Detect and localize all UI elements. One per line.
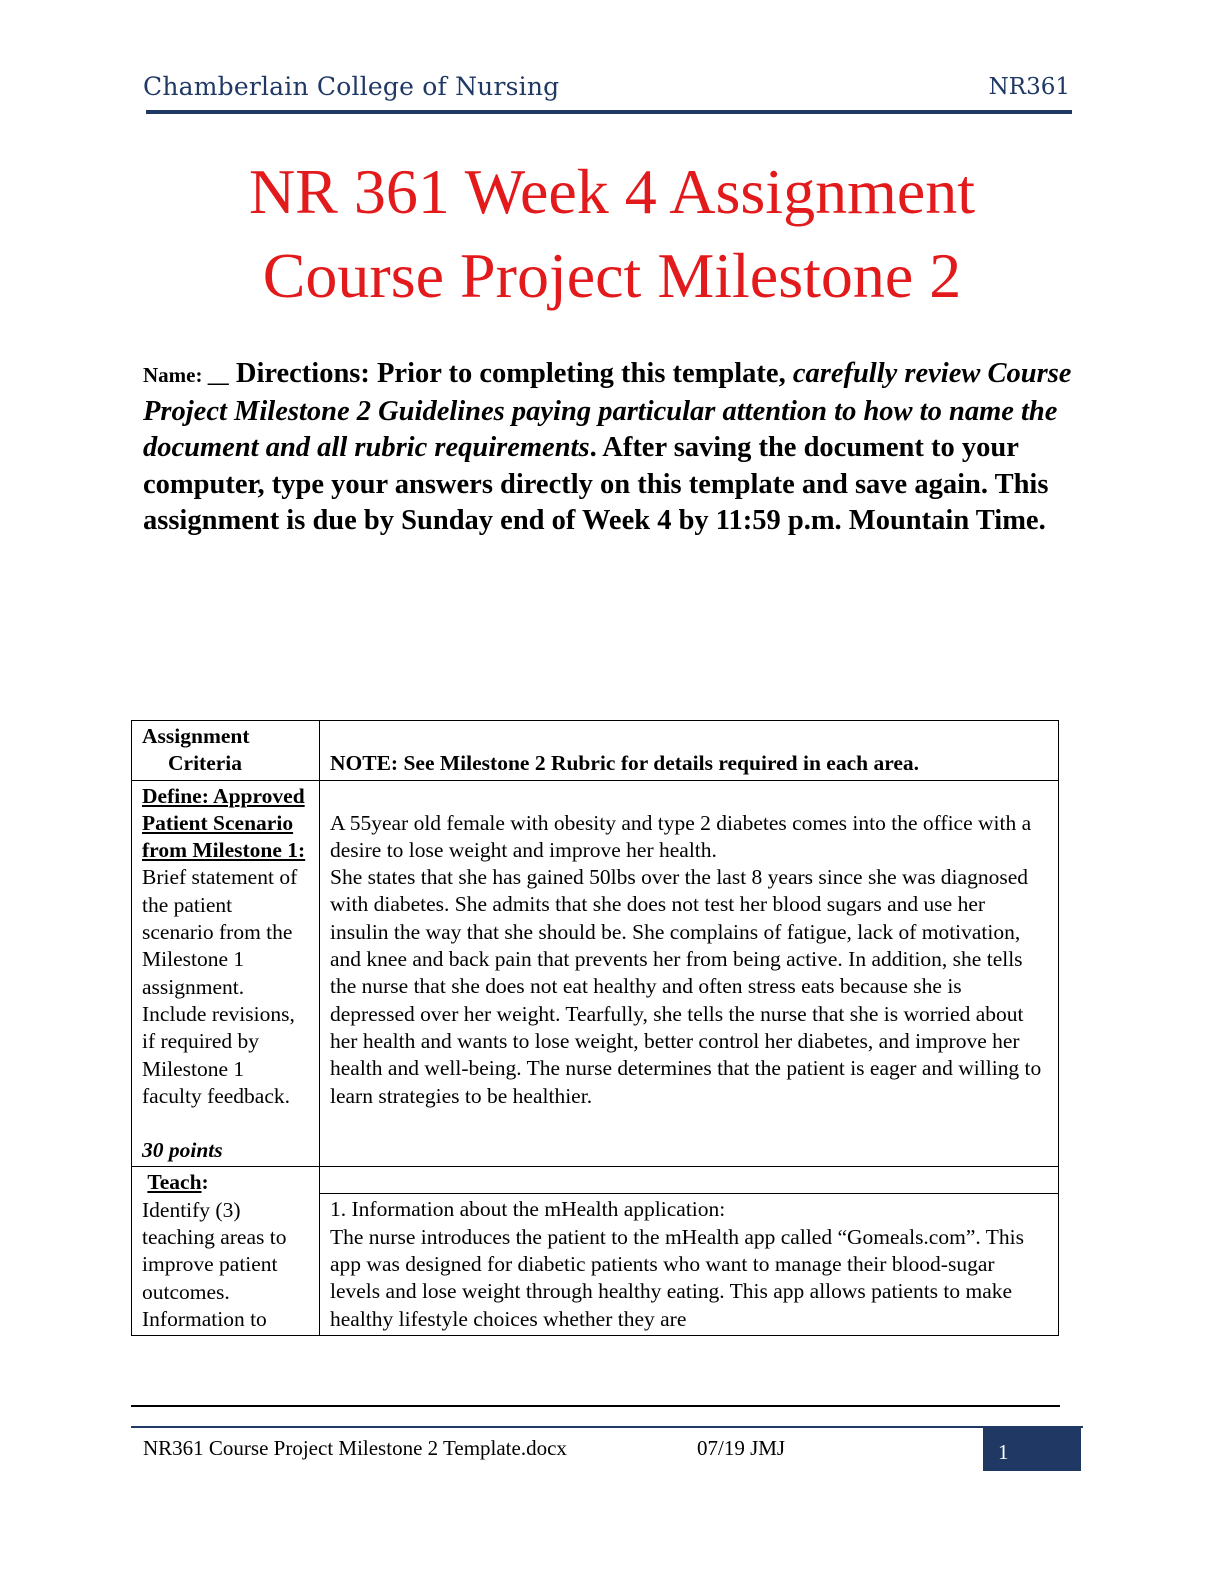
- footer-filename: NR361 Course Project Milestone 2 Template.docx: [143, 1436, 567, 1460]
- directions-italic: carefully review Course Project Milestone 2 Guidelines paying particular attention to how to name the document and all rubric requirements: [143, 358, 1072, 463]
- teach-description: Identify (3) teaching areas to improve patient outcomes. Information to: [142, 1197, 287, 1331]
- define-row: [132, 780, 1059, 1167]
- scenario-paragraph-1: A 55year old female with obesity and type 2 diabetes comes into the office with a desire to lose weight and improve her health.: [330, 810, 1032, 862]
- page-header: [143, 72, 1070, 112]
- footer-version: 07/19 JMJ: [697, 1436, 786, 1460]
- teach-heading-line: [142, 1169, 309, 1196]
- teach-criteria-cell: [132, 1167, 320, 1336]
- title-line-2: Course Project Milestone 2: [262, 240, 962, 311]
- directions-intro: Directions: Prior to completing this template,: [235, 358, 786, 389]
- header-divider: [146, 110, 1072, 114]
- define-points: 30 points: [142, 1138, 223, 1163]
- header-criteria-line1: Assignment: [142, 724, 250, 748]
- institution-name: Chamberlain College of Nursing: [143, 72, 560, 101]
- course-code: NR361: [988, 74, 1070, 100]
- document-title: [0, 150, 1224, 318]
- name-label: Name: __: [143, 363, 229, 387]
- directions-paragraph: [143, 356, 1073, 540]
- page-number: 1: [998, 1440, 1009, 1464]
- define-criteria-cell: [132, 780, 320, 1167]
- table-bottom-border: [131, 1405, 1060, 1407]
- teach-item1-title: 1. Information about the mHealth application:: [330, 1197, 726, 1222]
- header-criteria-cell: [132, 721, 320, 781]
- scenario-paragraph-2: She states that she has gained 50lbs over the last 8 years since she was diagnosed with diabetes. She admits that she does not test her blood sugars and use her insulin the way that she should be. She complains of fatigue, lack of motivation, and knee and back pain that prevents her from being active. In addition, she tells the nurse that she does not eat healthy and often stress eats because she is depressed over her weight. Tearfully, she tells the nurse that she is worried about her health and wants to lose weight, better control her diabetes, and improve her health and well-being. The nurse determines that the patient is eager and willing to learn strategies to be healthier.: [330, 865, 1042, 1108]
- teach-row: [132, 1167, 1059, 1194]
- define-answer-cell[interactable]: [320, 780, 1059, 1167]
- directions-rest: . After saving the document to your computer, type your answers directly on this template and save again. This assignment is due by Sunday end of Week 4 by 11:59 p.m. Mountain Time.: [143, 432, 1049, 536]
- define-spacer: [142, 1110, 309, 1137]
- teach-item1-text: The nurse introduces the patient to the mHealth app called “Gomeals.com”. This app was designed for diabetic patients who want to manage their blood-sugar levels and lose weight through healthy eating. This app allows patients to make healthy lifestyle choices whether they are: [330, 1224, 1024, 1331]
- header-note-cell: NOTE: See Milestone 2 Rubric for details required in each area.: [320, 721, 1059, 781]
- define-answer-spacer: [330, 783, 1048, 810]
- define-heading: Define: Approved Patient Scenario from Milestone 1:: [142, 783, 306, 863]
- table-clip: [0, 720, 1224, 1407]
- table-header-row: [132, 721, 1059, 781]
- teach-heading: Teach: [147, 1170, 202, 1195]
- teach-answer-cell[interactable]: [320, 1194, 1059, 1336]
- define-description: Brief statement of the patient scenario from the Milestone 1 assignment. Include revisions, if required by Milestone 1 faculty feedback.: [142, 865, 298, 1108]
- teach-empty-cell[interactable]: [320, 1167, 1059, 1194]
- header-criteria-line2: Criteria: [168, 751, 243, 776]
- title-line-1: NR 361 Week 4 Assignment: [248, 156, 976, 227]
- teach-heading-colon: :: [201, 1170, 209, 1195]
- footer-divider: [131, 1426, 1083, 1428]
- assignment-criteria-table: [131, 720, 1059, 1336]
